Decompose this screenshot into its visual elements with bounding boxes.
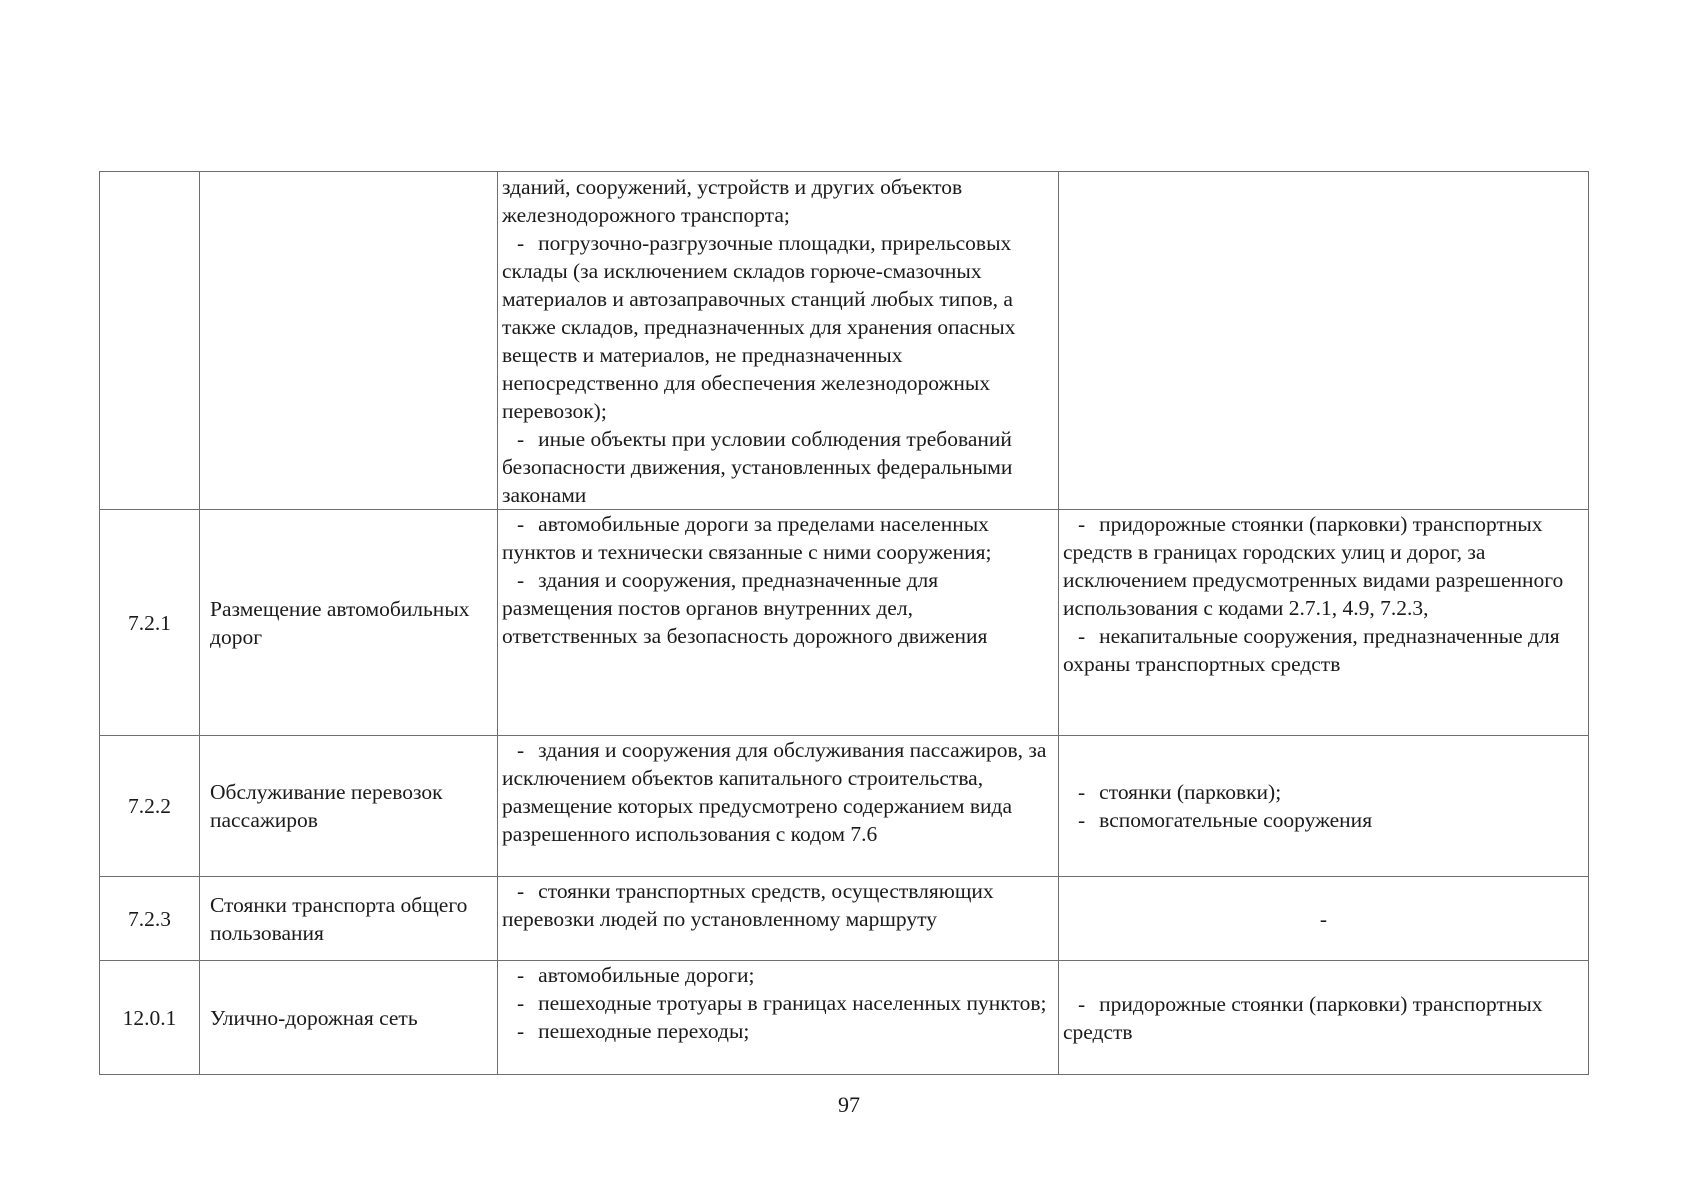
main-uses-cell (498, 172, 1059, 510)
code-cell: 7.2.2 (100, 736, 200, 877)
main-use-item: - стоянки транспортных средств, осуществляющих перевозки людей по установленному маршруту (502, 879, 994, 931)
aux-uses-cell (1059, 172, 1589, 510)
main-uses-cell (498, 961, 1059, 1075)
code-cell: 7.2.1 (100, 510, 200, 736)
table-row (100, 877, 1589, 961)
main-use-item: - здания и сооружения для обслуживания пассажиров, за исключением объектов капитального строительства, размещение которых предусмотрено содержанием вида разрешенного использования с кодом 7.6 (502, 738, 1047, 846)
aux-uses-cell (1059, 510, 1589, 736)
page-number: 97 (838, 1092, 860, 1117)
main-uses-cell (498, 736, 1059, 877)
main-use-item: - здания и сооружения, предназначенные для размещения постов органов внутренних дел, ответственных за безопасность дорожного движения (502, 568, 988, 648)
aux-use-item: - придорожные стоянки (парковки) транспортных средств в границах городских улиц и дорог, за исключением предусмотренных видами разрешенного использования с кодами 2.7.1, 4.9, 7.2.3, (1063, 512, 1564, 620)
main-use-item: - погрузочно-разгрузочные площадки, прирельсовых склады (за исключением складов горюче-смазочных материалов и автозаправочных станций любых типов, а также складов, предназначенных для хранения опасных веществ и материалов, не предназначенных непосредственно для обеспечения железнодорожных перевозок); (502, 231, 1016, 423)
main-use-text: зданий, сооружений, устройств и других объектов железнодорожного транспорта; (502, 175, 963, 227)
aux-use-item: - придорожные стоянки (парковки) транспортных средств (1063, 991, 1543, 1044)
aux-uses-cell (1059, 961, 1589, 1075)
name-cell: Размещение автомобильных дорог (200, 510, 498, 736)
code-cell (100, 172, 200, 510)
main-use-item: - иные объекты при условии соблюдения требований безопасности движения, установленных федеральными законами (502, 427, 1013, 507)
name-cell: Обслуживание перевозок пассажиров (200, 736, 498, 877)
aux-use-item: - некапитальные сооружения, предназначенные для охраны транспортных средств (1063, 624, 1560, 676)
main-use-item: - пешеходные переходы; (517, 1019, 750, 1043)
main-use-item: - пешеходные тротуары в границах населенных пунктов; (517, 991, 1047, 1015)
name-cell: Улично-дорожная сеть (200, 961, 498, 1075)
aux-uses-cell (1059, 736, 1589, 877)
main-uses-cell (498, 877, 1059, 961)
main-use-item: - автомобильные дороги; (517, 963, 755, 987)
table-row (100, 736, 1589, 877)
name-cell: Стоянки транспорта общего пользования (200, 877, 498, 961)
table-row (100, 172, 1589, 510)
aux-use-item: - стоянки (парковки); (1078, 780, 1282, 804)
table-row (100, 510, 1589, 736)
land-use-table (99, 171, 1589, 1075)
table-row (100, 961, 1589, 1075)
main-uses-cell (498, 510, 1059, 736)
code-cell: 12.0.1 (100, 961, 200, 1075)
code-cell: 7.2.3 (100, 877, 200, 961)
name-cell (200, 172, 498, 510)
aux-use-item: - вспомогательные сооружения (1078, 808, 1373, 832)
aux-uses-cell: - (1059, 877, 1589, 961)
main-use-item: - автомобильные дороги за пределами населенных пунктов и технически связанные с ними сооружения; (502, 512, 992, 564)
